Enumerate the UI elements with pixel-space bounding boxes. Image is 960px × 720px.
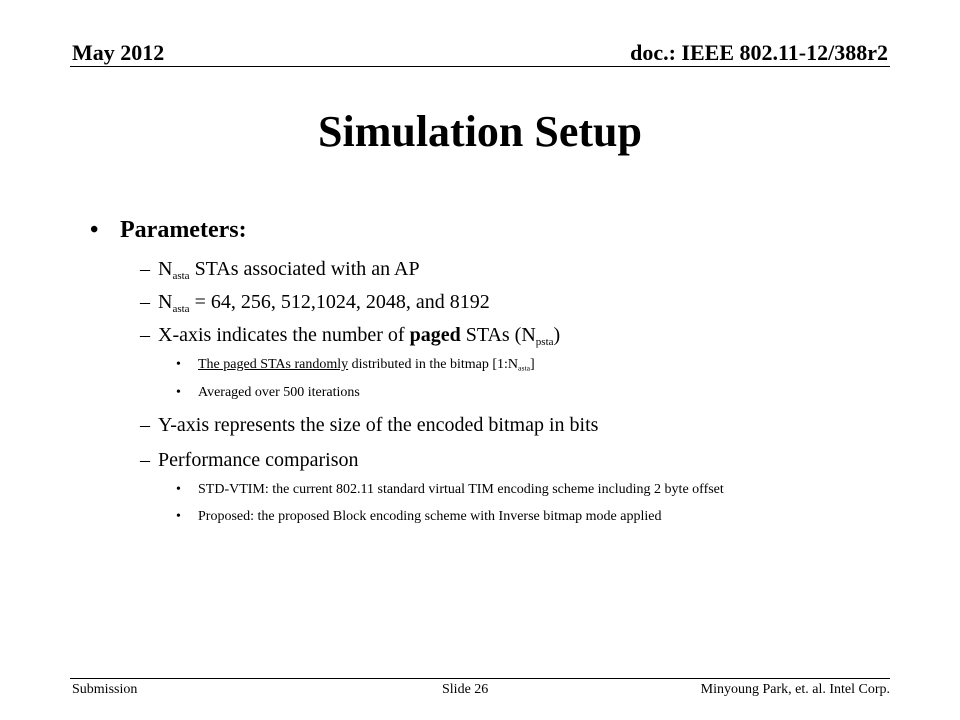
footer-author: Minyoung Park, et. al. Intel Corp. bbox=[700, 682, 890, 697]
sub-bullet-text: Performance comparison bbox=[158, 449, 359, 471]
detail-bullet-text: Averaged over 500 iterations bbox=[198, 385, 360, 400]
footer-divider bbox=[70, 678, 890, 679]
dash-marker: – bbox=[140, 414, 150, 436]
bullet-dot: • bbox=[176, 385, 181, 400]
detail-bullet-text: The paged STAs randomly distributed in the bitmap $[1:N_{asta}]$ bbox=[198, 357, 535, 373]
sub-bullet-text: $N_{asta} = 64$, 256, 512,1024, 2048, and 8192 bbox=[158, 291, 490, 315]
sub-bullet-text: Y-axis represents the size of the encoded bitmap in bits bbox=[158, 414, 599, 436]
dash-marker: – bbox=[140, 449, 150, 471]
dash-marker: – bbox=[140, 324, 150, 346]
dash-marker: – bbox=[140, 291, 150, 313]
footer-submission: Submission bbox=[72, 682, 138, 697]
header-date: May 2012 bbox=[72, 40, 165, 65]
dash-marker: – bbox=[140, 258, 150, 280]
bullet-dot: • bbox=[176, 509, 181, 524]
detail-bullet-text: Proposed: the proposed Block encoding scheme with Inverse bitmap mode applied bbox=[198, 509, 662, 524]
bullet-dot: • bbox=[176, 357, 181, 372]
sub-bullet-text: X-axis indicates the number of paged STAs $(N_{psta})$ bbox=[158, 324, 561, 348]
bullet-dot: • bbox=[90, 217, 99, 243]
footer-slide-number: Slide 26 bbox=[442, 682, 489, 697]
sub-bullet-text: $N_{asta}$ STAs associated with an AP bbox=[158, 258, 420, 282]
detail-bullet-text: STD-VTIM: the current 802.11 standard virtual TIM encoding scheme including 2 byte offset bbox=[198, 482, 724, 497]
header-divider bbox=[70, 66, 890, 67]
slide-title: Simulation Setup bbox=[318, 107, 642, 156]
bullet-text: Parameters: bbox=[120, 217, 247, 243]
bullet-dot: • bbox=[176, 482, 181, 497]
header-doc-id: doc.: IEEE 802.11-12/388r2 bbox=[630, 40, 888, 65]
